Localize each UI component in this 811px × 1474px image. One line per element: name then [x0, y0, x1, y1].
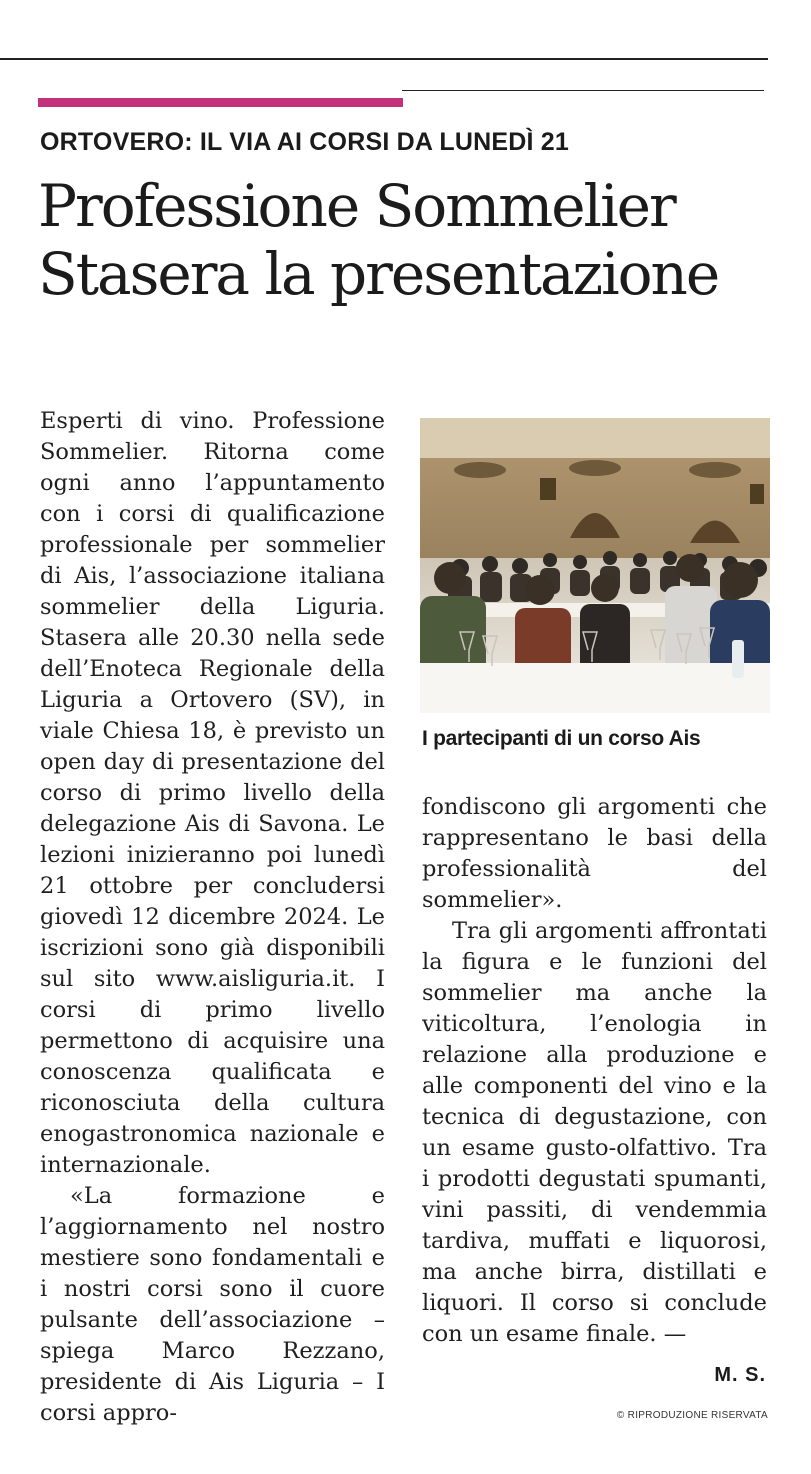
copyright-notice: © RIPRODUZIONE RISERVATA [616, 1410, 768, 1421]
top-rule [0, 58, 768, 60]
article-column-right [422, 792, 767, 1350]
paragraph: Esperti di vino. Professione Sommelier. Ritorna come ogni anno l’appuntamento con i corsi di qualificazione professionale per sommelier di Ais, l’associazione italiana sommelier della Liguria. Stasera alle 20.30 nella sede dell’Enoteca Regionale della Liguria a Ortovero (SV), in viale Chiesa 18, è previsto un open day di presentazione del corso di primo livello della delegazione Ais di Savona. Le lezioni inizieranno poi lunedì 21 ottobre per concludersi giovedì 12 dicembre 2024. Le iscrizioni sono già disponibili sul sito www.aisliguria.it. I corsi di primo livello permettono di acquisire una conoscenza qualificata e riconosciuta della cultura enogastronomica nazionale e internazionale. [40, 408, 385, 1178]
accent-bar [38, 98, 403, 107]
header-thin-rule [402, 90, 764, 91]
paragraph: «La formazione e l’aggiornamento nel nostro mestiere sono fondamentali e i nostri corsi sono il cuore pulsante dell’associazione – spiega Marco Rezzano, presidente di Ais Liguria – I corsi appro- [40, 1183, 385, 1426]
kicker: ORTOVERO: IL VIA AI CORSI DA LUNEDÌ 21 [40, 128, 569, 156]
byline: M. S. [714, 1364, 766, 1386]
paragraph: fondiscono gli argomenti che rappresentano le basi della professionalità del sommelier». [422, 794, 767, 913]
paragraph: Tra gli argomenti affrontati la figura e le funzioni del sommelier ma anche la viticoltura, l’enologia in relazione alla produzione e alle componenti del vino e la tecnica di degustazione, con un esame gusto-olfattivo. Tra i prodotti degustati spumanti, vini passiti, di vendemmia tardiva, muffati e liquorosi, ma anche birra, distillati e liquori. Il corso si conclude con un esame finale. — [422, 918, 767, 1347]
headline-line-1: Professione Sommelier [38, 172, 675, 240]
article-photo [420, 418, 770, 713]
headline-line-2: Stasera la presentazione [38, 240, 719, 308]
headline [38, 172, 778, 308]
photo-illustration [420, 418, 770, 713]
photo-caption: I partecipanti di un corso Ais [422, 727, 701, 750]
article-column-left [40, 406, 385, 1429]
